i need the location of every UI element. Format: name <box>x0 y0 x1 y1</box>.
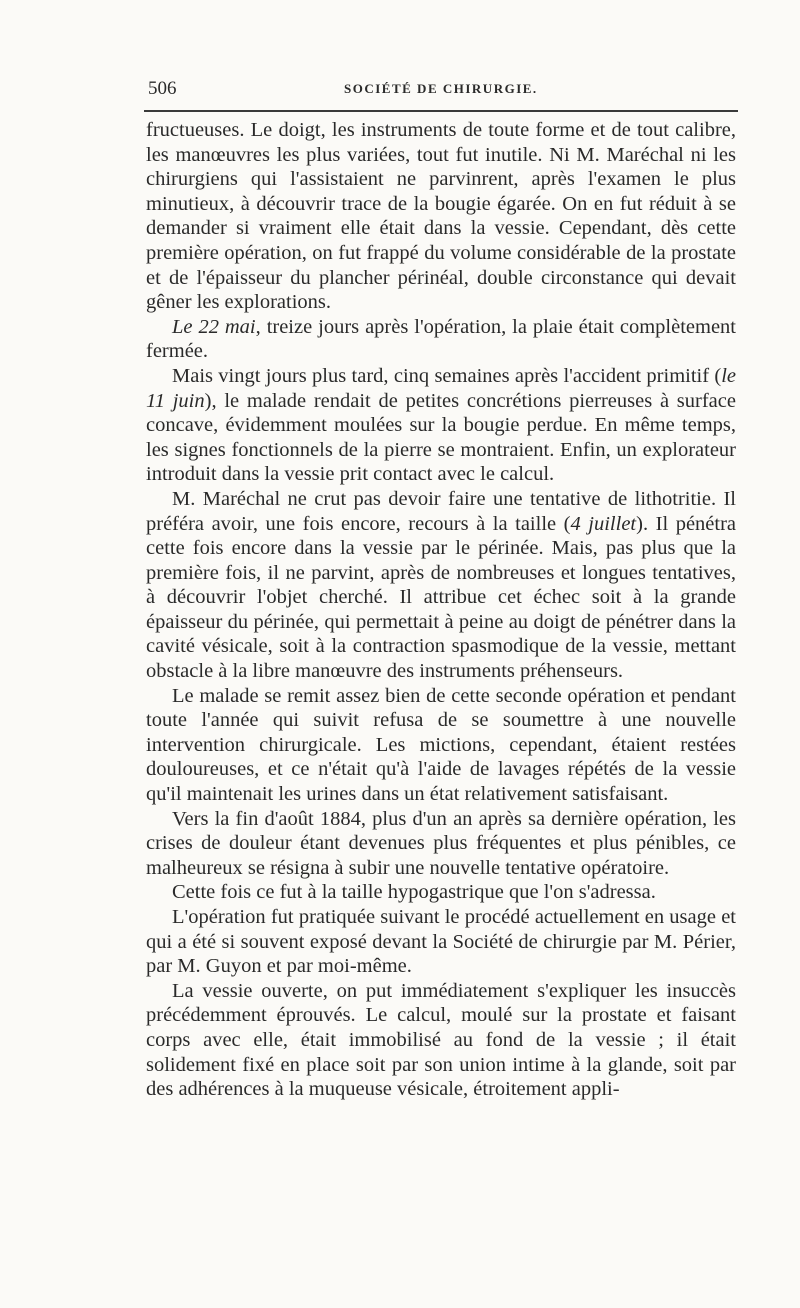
paragraph-3 <box>146 364 736 487</box>
paragraph-2-text: , treize jours après l'opération, la plaie était complètement fermée. <box>146 315 736 363</box>
date-june: le 11 juin <box>146 364 736 412</box>
running-title: SOCIÉTÉ DE CHIRURGIE. <box>344 81 538 96</box>
date-july: 4 juillet <box>570 512 637 535</box>
body-text <box>146 118 736 1102</box>
paragraph-4-text-b: ). Il pénétra cette fois encore dans la vessie par le périnée. Mais, pas plus que la première fois, il ne parvint, après de nombreuses et longues tentatives, à découvrir l'objet cherché. Il attribue cet échec soit à la grande épaisseur du périnée, qui permettait à peine au doigt de pénétrer dans la cavité vésicale, soit à la contraction spasmodique de la vessie, mettant obstacle à la libre manœuvre des instruments préhenseurs. <box>146 512 737 683</box>
paragraph-4 <box>146 487 736 684</box>
paragraph-1: fructueuses. Le doigt, les instruments de toute forme et de tout calibre, les manœuvres les plus variées, tout fut inutile. Ni M. Maréchal ni les chirurgiens qui l'assistaient ne parvinrent, après l'examen le plus minutieux, à découvrir trace de la bougie égarée. On en fut réduit à se demander si vraiment elle était dans la vessie. Cependant, dès cette première opération, on fut frappé du volume considérable de la prostate et de l'épaisseur du plancher périnéal, double circonstance qui devait gêner les explorations. <box>146 119 736 314</box>
paragraph-7: Cette fois ce fut à la taille hypogastrique que l'on s'adressa. <box>172 881 656 904</box>
page-header <box>146 74 738 104</box>
paragraph-3-text-a: Mais vingt jours plus tard, cinq semaines après l'accident primitif ( <box>172 364 722 387</box>
paragraph-6: Vers la fin d'août 1884, plus d'un an après sa dernière opération, les crises de douleur étant devenues plus fréquentes et plus pénibles, ce malheureux se résigna à subir une nouvelle tentative opératoire. <box>146 807 736 879</box>
date-may: Le 22 mai <box>172 315 256 338</box>
page-number: 506 <box>148 78 177 99</box>
paragraph-4-text-a: M. Maréchal ne crut pas devoir faire une tentative de lithotritie. Il préféra avoir, une fois encore, recours à la taille ( <box>146 487 736 535</box>
header-rule <box>144 110 738 112</box>
paragraph-2 <box>146 315 736 364</box>
paragraph-8: L'opération fut pratiquée suivant le procédé actuellement en usage et qui a été si souvent exposé devant la Société de chirurgie par M. Périer, par M. Guyon et par moi-même. <box>146 906 736 978</box>
paragraph-5: Le malade se remit assez bien de cette seconde opération et pendant toute l'année qui suivit refusa de se soumettre à une nouvelle intervention chirurgicale. Les mictions, cependant, étaient restées douloureuses, et ce n'était qu'à l'aide de lavages répétés de la vessie qu'il maintenait les urines dans un état relativement satisfaisant. <box>146 684 736 806</box>
paragraph-3-text-b: ), le malade rendait de petites concrétions pierreuses à surface concave, évidemment moulées sur la bougie perdue. En même temps, les signes fonctionnels de la pierre se montraient. Enfin, un explorateur introduit dans la vessie prit contact avec le calcul. <box>146 389 736 486</box>
paragraph-9: La vessie ouverte, on put immédiatement s'expliquer les insuccès précédemment éprouvés. Le calcul, moulé sur la prostate et faisant corps avec elle, était immobilisé au fond de la vessie ; il était solidement fixé en place soit par son union intime à la glande, soit par des adhérences à la muqueuse vésicale, étroitement appli- <box>146 979 736 1101</box>
